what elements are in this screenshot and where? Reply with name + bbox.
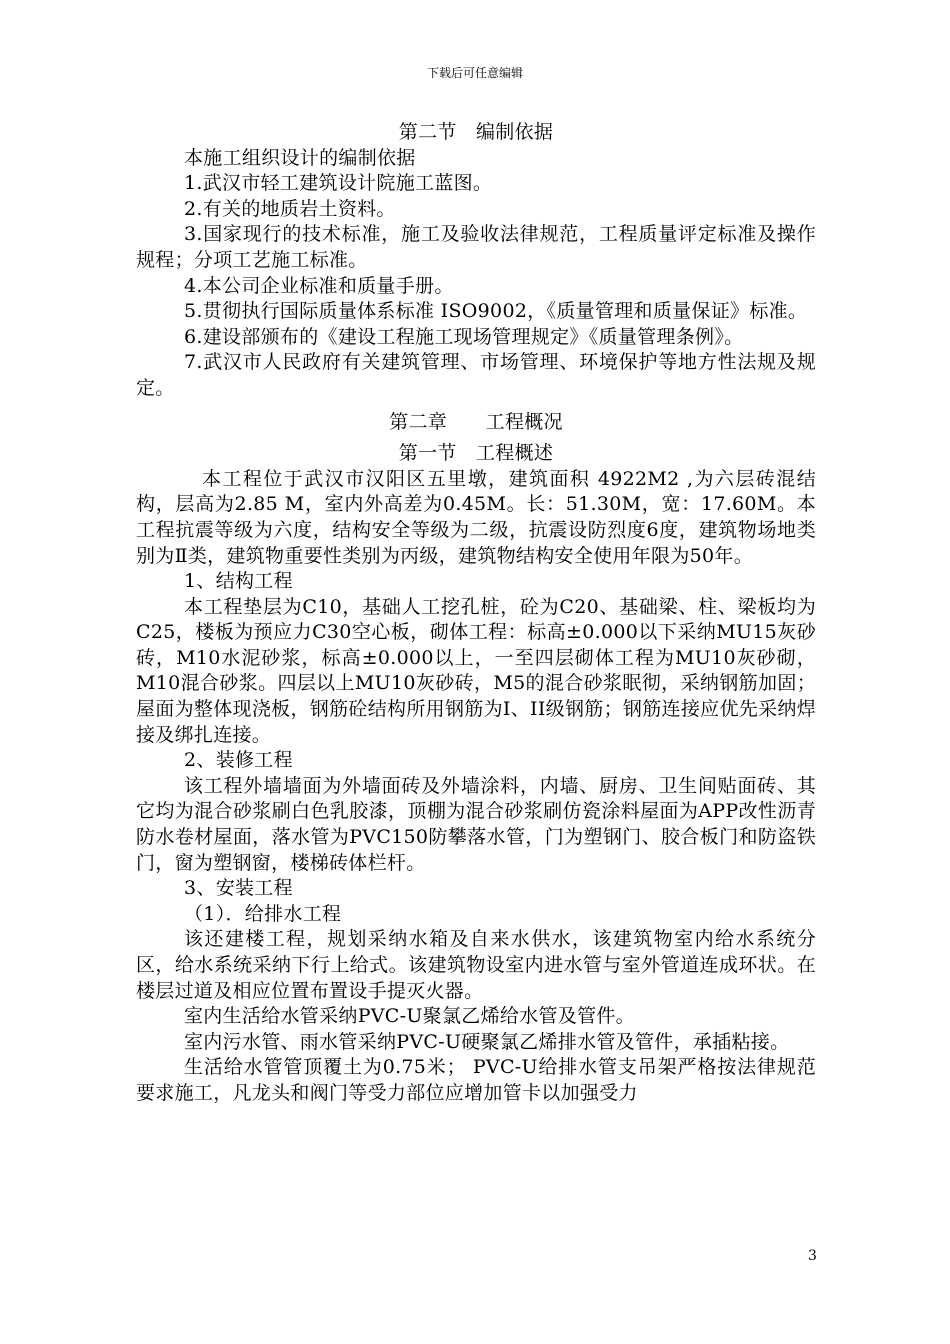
document-body: [136, 120, 816, 1107]
basis-item-2: 2.有关的地质岩土资料。: [184, 197, 396, 220]
basis-item-3: 3.国家现行的技术标准，施工及验收法律规范，工程质量评定标准及操作规程；分项工艺施工标准。: [136, 223, 816, 271]
decoration-paragraph: 该工程外墙墙面为外墙面砖及外墙涂料，内墙、厨房、卫生间贴面砖、其它均为混合砂浆刷白色乳胶漆，顶棚为混合砂浆刷仿瓷涂料屋面为APP改性沥青防水卷材屋面，落水管为PVC150防攀落水管，门为塑钢门、胶合板门和防盗铁门，窗为塑钢窗，楼梯砖体栏杆。: [136, 774, 816, 874]
basis-item-5: 5.贯彻执行国际质量体系标准 ISO9002，《质量管理和质量保证》标准。: [184, 300, 808, 323]
page-header: 下载后可任意编辑: [426, 66, 523, 80]
install-heading: 3、安装工程: [184, 877, 293, 900]
plumbing-paragraph: 生活给水管管顶覆土为0.75米； PVC-U给排水管支吊架严格按法律规范要求施工，凡龙头和阀门等受力部位应增加管卡以加强受力: [136, 1056, 816, 1104]
section-intro: 本施工组织设计的编制依据: [184, 146, 416, 169]
chapter-title: 第二章 工程概况: [389, 410, 563, 433]
page-number: 3: [808, 1248, 817, 1264]
plumbing-heading: （1）．给排水工程: [184, 902, 342, 925]
plumbing-paragraph: 室内污水管、雨水管采纳PVC-U硬聚氯乙烯排水管及管件，承插粘接。: [184, 1030, 790, 1053]
basis-item-1: 1.武汉市轻工建筑设计院施工蓝图。: [184, 172, 493, 195]
plumbing-paragraph: 该还建楼工程，规划采纳水箱及自来水供水，该建筑物室内给水系统分区，给水系统采纳下行上给式。该建筑物设室内进水管与室外管道连成环状。在楼层过道及相应位置布置设手提灭火器。: [136, 928, 816, 1002]
overview-paragraph: 本工程位于武汉市汉阳区五里墩，建筑面积 4922M2 ,为六层砖混结构，层高为2.85 M，室内外高差为0.45M。长：51.30M，宽：17.60M。本工程抗震等级为六度，结构安全等级为二级，抗震设防烈度6度，建筑物场地类别为Ⅱ类，建筑物重要性类别为丙级，建筑物结构安全使用年限为50年。: [136, 467, 816, 567]
structure-paragraph: 本工程垫层为C10，基础人工挖孔桩，砼为C20、基础梁、柱、梁板均为C25，楼板为预应力C30空心板，砌体工程：标高±0.000以下采纳MU15灰砂砖，M10水泥砂浆，标高±0.000以上，一至四层砌体工程为MU10灰砂砌，M10混合砂浆。四层以上MU10灰砂砖，M5的混合砂浆眠彻，采纳钢筋加固；屋面为整体现浇板，钢筋砼结构所用钢筋为I、II级钢筋；钢筋连接应优先采纳焊接及绑扎连接。: [136, 595, 816, 746]
section-title: 第一节 工程概述: [398, 442, 554, 465]
basis-item-7: 7.武汉市人民政府有关建筑管理、市场管理、环境保护等地方性法规及规定。: [136, 351, 816, 399]
section-title: 第二节 编制依据: [398, 121, 554, 143]
plumbing-paragraph: 室内生活给水管采纳PVC-U聚氯乙烯给水管及管件。: [184, 1005, 635, 1028]
structure-heading: 1、结构工程: [184, 570, 293, 593]
basis-item-4: 4.本公司企业标准和质量手册。: [184, 274, 454, 297]
basis-item-6: 6.建设部颁布的《建设工程施工现场管理规定》《质量管理条例》。: [184, 325, 744, 348]
decoration-heading: 2、装修工程: [184, 749, 293, 772]
